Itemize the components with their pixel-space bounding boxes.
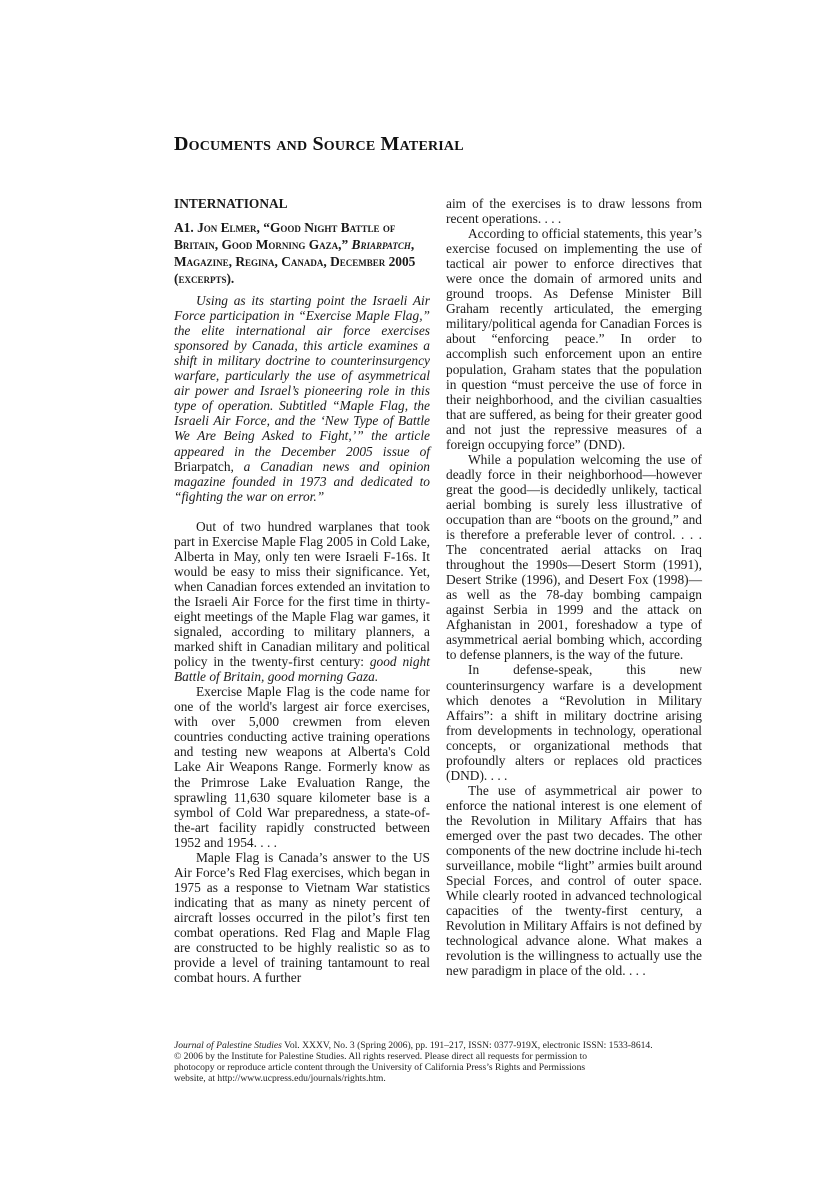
footer-line xyxy=(174,1040,734,1051)
body-paragraph: The use of asymmetrical air power to enforce the national interest is one element of the Revolution in Military Affairs that has emerged over the past two decades. The other components of the new doctrine include hi-tech surveillance, mobile “light” armies built around Special Forces, and control of outer space. While clearly rooted in advanced technological capacities of the twenty-first century, a Revolution in Military Affairs is not defined by technological advance alone. What makes a revolution is the willingness to actually use the new paradigm in place of the old. . . . xyxy=(446,782,702,979)
document-source: , Magazine, Regina, Canada, December 2005 (excerpts). xyxy=(174,237,416,287)
body-paragraph: In defense-speak, this new counterinsurgency warfare is a development which denotes a “Revolution in Military Affairs”: a shift in military doctrine arising from developments in technology, operational concepts, or organizational methods that profoundly alters or replaces old practices (DND). . . . xyxy=(446,662,702,783)
paragraph-italic: good night Battle of Britain, good morning Gaza. xyxy=(174,654,430,685)
body-paragraph: Maple Flag is Canada’s answer to the US Air Force’s Red Flag exercises, which began in 1975 as a response to Vietnam War statistics indicating that as many as ninety percent of aircraft losses occurred in the pilot’s first ten combat operations. Red Flag and Maple Flag are constructed to be highly realistic so as to provide a level of training tantamount to real combat hours. A further xyxy=(174,849,430,986)
journal-citation: Vol. XXXV, No. 3 (Spring 2006), pp. 191–217, ISSN: 0377-919X, electronic ISSN: 1533-8614. xyxy=(281,1040,653,1051)
abstract xyxy=(174,293,430,504)
body-paragraph: Exercise Maple Flag is the code name for one of the world's largest air force exercises, with over 5,000 crewmen from eleven countries conducting active training operations and testing new weapons at Alberta's Cold Lake Air Weapons Range. Formerly know as the Primrose Lake Evaluation Range, the sprawling 11,630 square kilometer base is a symbol of Cold War preparedness, a state-of-the-art facility rapidly constructed between 1952 and 1954. . . . xyxy=(174,684,430,850)
citation-footer xyxy=(174,1040,734,1084)
body-paragraph: aim of the exercises is to draw lessons from recent operations. . . . xyxy=(446,196,702,227)
footer-line: website, at http://www.ucpress.edu/journals/rights.htm. xyxy=(174,1073,386,1084)
document-heading xyxy=(174,219,430,287)
abstract-text: Using as its starting point the Israeli Air Force participation in “Exercise Maple Flag,” the elite international air force exercises sponsored by Canada, this article examines a shift in military doctrine to counterinsurgency warfare, particularly the use of asymmetrical air power and Israel’s pioneering role in this type of operation. Subtitled “Maple Flag, the Israeli Air Force, and the ‘New Type of Battle We Are Being Asked to Fight,’” the article appeared in the December 2005 issue of xyxy=(174,293,430,459)
document-number: A1. xyxy=(174,220,194,236)
footer-line: © 2006 by the Institute for Palestine Studies. All rights reserved. Please direct all requests for permission to xyxy=(174,1051,588,1062)
abstract-text-end: , a Canadian news and opinion magazine founded in 1973 and dedicated to “fighting the war on error.” xyxy=(174,458,430,504)
paragraph-text: Out of two hundred warplanes that took part in Exercise Maple Flag 2005 in Cold Lake, Alberta in May, only ten were Israeli F-16s. It would be easy to miss their significance. Yet, when Canadian forces extended an invitation to the Israeli Air Force for the first time in thirty-eight meetings of the Maple Flag war games, it signaled, according to military planners, a marked shift in Canadian military and political policy in the twenty-first century: xyxy=(174,518,430,670)
body-paragraph: While a population welcoming the use of deadly force in their neighborhood—however great the good—is decidedly unlikely, tactical aerial bombing is surely less illustrative of occupation than are “boots on the ground,” and is therefore a preferable lever of control. . . . The concentrated aerial attacks on Iraq throughout the 1990s—Desert Storm (1991), Desert Strike (1996), and Desert Fox (1998)—as well as the 78-day bombing campaign against Serbia in 1999 and the attack on Afghanistan in 2001, foreshadow a type of asymmetrical aerial bombing which, according to defense planners, is the way of the future. xyxy=(446,451,702,663)
document-magazine: Briarpatch xyxy=(351,237,411,253)
abstract-magazine: Briarpatch xyxy=(174,458,231,474)
journal-name: Journal of Palestine Studies xyxy=(174,1040,282,1051)
body-paragraph xyxy=(174,519,430,685)
section-heading: INTERNATIONAL xyxy=(174,196,288,211)
right-column xyxy=(446,196,702,978)
document-author: Jon Elmer, xyxy=(197,220,260,236)
left-column xyxy=(174,196,430,985)
footer-line: photocopy or reproduce article content through the University of California Press’s Rights and Permissions xyxy=(174,1062,586,1073)
document-title: “Good Night Battle of Britain, Good Morning Gaza,” xyxy=(174,220,396,253)
body-paragraph: According to official statements, this year’s exercise focused on implementing the use of tactical air power to enforce directives that were once the domain of armored units and ground troops. As Defense Minister Bill Graham recently articulated, the emerging military/political agenda for Canadian Forces is about “enforcing peace.” In order to accomplish such enforcement upon an entire population, Graham states that the population in question “must perceive the use of force in their neighborhood, and the civilian casualties that are suffered, as being for their greater good and not just the repressive measures of a foreign occupying force” (DND). xyxy=(446,226,702,452)
page-title: Documents and Source Material xyxy=(174,133,464,155)
